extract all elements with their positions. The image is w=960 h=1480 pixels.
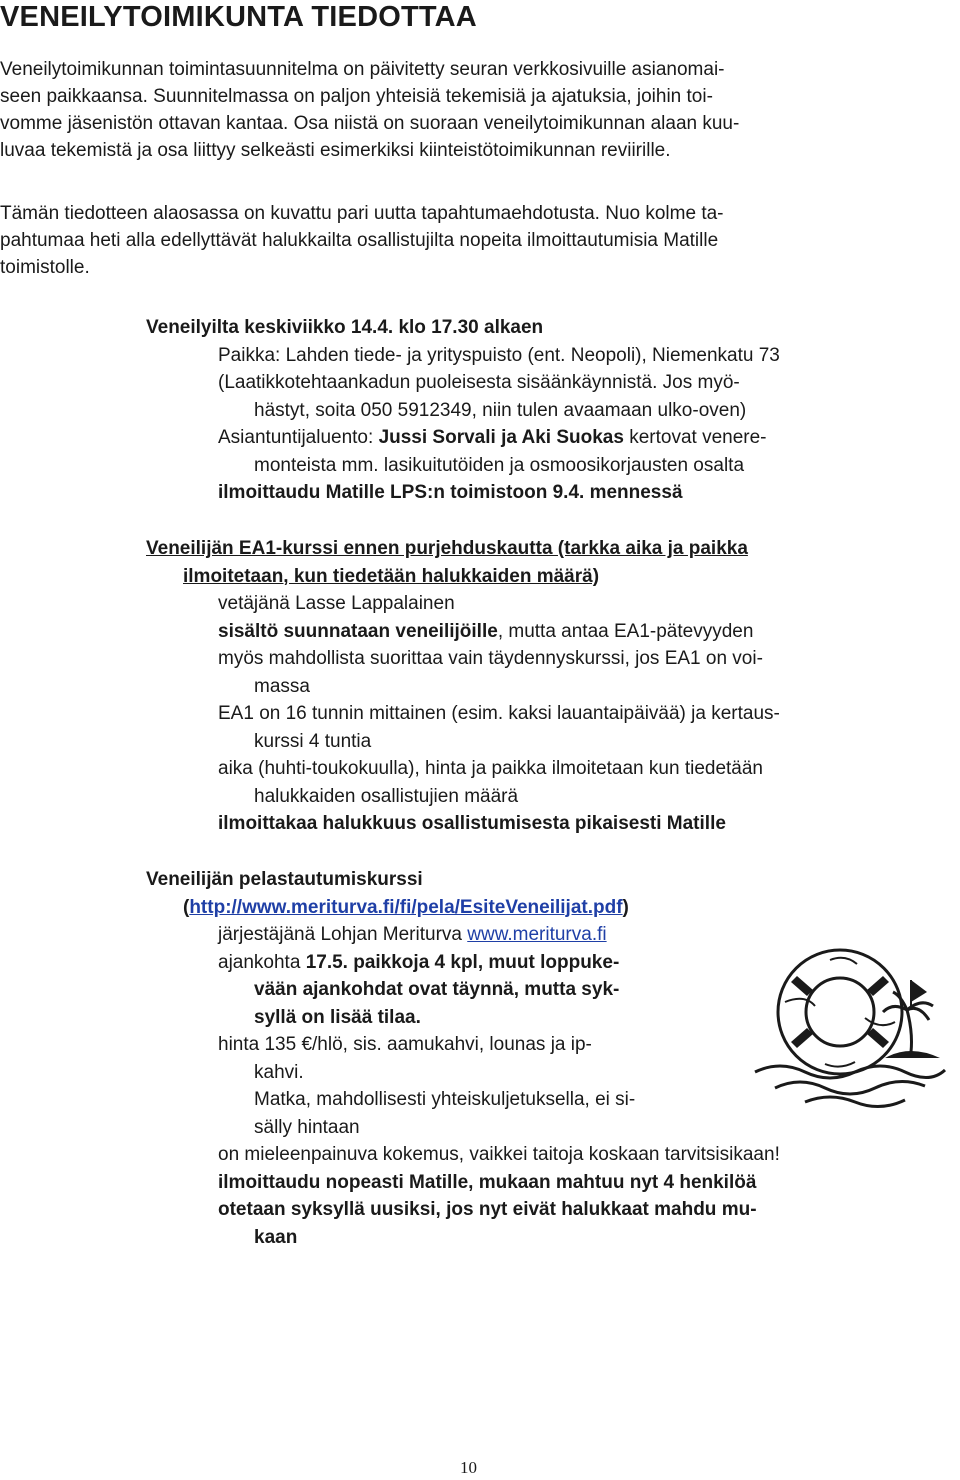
content-rest: , mutta antaa EA1-pätevyyden <box>497 620 754 642</box>
intro-line: vomme jäsenistön ottavan kantaa. Osa niistä on suoraan veneilytoimikunnan alaan kuu- <box>0 113 740 134</box>
content-bold: sisältö suunnataan veneilijöille <box>218 620 498 642</box>
date-bold: 17.5. paikkoja 4 kpl, muut loppuke- <box>305 951 620 973</box>
event3-travel: sälly hintaan <box>254 1116 360 1138</box>
intro-line: luvaa tekemistä ja osa liittyy selkeästi esimerkiksi kiinteistötoimikunnan reviirille. <box>0 140 671 161</box>
event3-price: kahvi. <box>254 1061 304 1083</box>
event2-content <box>146 618 780 646</box>
event3-price: hinta 135 €/hlö, sis. aamukahvi, lounas ja ip- <box>218 1034 592 1055</box>
event3-organizer <box>146 921 780 949</box>
organizer-text: järjestäjänä Lohjan Meriturva <box>218 924 468 945</box>
event1-heading: Veneilyilta keskiviikko 14.4. klo 17.30 alkaen <box>146 317 544 338</box>
event2-heading: ilmoitetaan, kun tiedetään halukkaiden määrä) <box>183 565 600 587</box>
event2-leader: vetäjänä Lasse Lappalainen <box>218 593 455 614</box>
lecture-label: Asiantuntijaluento: <box>218 427 379 448</box>
event2-content: myös mahdollista suorittaa vain täydennyskurssi, jos EA1 on voi- <box>218 648 763 669</box>
event2-time: halukkaiden osallistujien määrä <box>254 785 519 807</box>
intro-line: seen paikkaansa. Suunnitelmassa on paljon yhteisiä tekemisiä ja ajatuksia, joihin toi- <box>0 86 713 107</box>
page-number: 10 <box>460 1458 477 1477</box>
intro2-line: toimistolle. <box>0 257 90 278</box>
brochure-link[interactable]: http://www.meriturva.fi/fi/pela/EsiteVeneilijat.pdf <box>189 896 623 918</box>
event1-place: (Laatikkotehtaankadun puoleisesta sisäänkäynnistä. Jos myö- <box>218 372 740 393</box>
intro-paragraph <box>0 56 940 164</box>
event3-heading: Veneilijän pelastautumiskurssi <box>146 869 423 890</box>
date-label: ajankohta <box>218 951 306 973</box>
paren-close: ) <box>622 896 629 918</box>
event3-signup: otetaan syksyllä uusiksi, jos nyt eivät halukkaat mahdu mu- <box>218 1199 757 1220</box>
intro-line: Veneilytoimikunnan toimintasuunnitelma on päivitetty seuran verkkosivuille asianomai- <box>0 59 725 80</box>
event1-place: Paikka: Lahden tiede- ja yrityspuisto (ent. Neopoli), Niemenkatu 73 <box>218 344 780 366</box>
event2-time: aika (huhti-toukokuulla), hinta ja paikka ilmoitetaan kun tiedetään <box>218 758 763 779</box>
event-veneilyilta <box>146 314 780 507</box>
event2-signup: ilmoittakaa halukkuus osallistumisesta pikaisesti Matille <box>218 813 726 834</box>
event2-heading: Veneilijän EA1-kurssi ennen purjehduskautta (tarkka aika ja paikka <box>146 538 748 559</box>
intro2-line: pahtumaa heti alla edellyttävät halukkailta osallistujilta nopeita ilmoittautumisia Matille <box>0 230 719 251</box>
page-title: VENEILYTOIMIKUNTA TIEDOTTAA <box>0 1 477 33</box>
event3-date: vään ajankohdat ovat täynnä, mutta syk- <box>254 979 620 1000</box>
event2-ea1: EA1 on 16 tunnin mittainen (esim. kaksi lauantaipäivää) ja kertaus- <box>218 703 780 724</box>
event2-content: massa <box>254 675 310 697</box>
event-ea1-course <box>146 535 780 838</box>
event3-date <box>146 949 780 977</box>
event3-url-line <box>146 894 780 922</box>
event3-date: syllä on lisää tilaa. <box>254 1006 421 1028</box>
event-survival-course <box>146 866 780 1251</box>
intro2-paragraph <box>0 200 940 281</box>
event3-experience: on mieleenpainuva kokemus, vaikkei taitoja koskaan tarvitsisikaan! <box>218 1144 780 1165</box>
lifebuoy-with-palm-island-icon <box>735 940 950 1110</box>
meriturva-link[interactable]: www.meriturva.fi <box>467 924 607 945</box>
intro2-line: Tämän tiedotteen alaosassa on kuvattu pari uutta tapahtumaehdotusta. Nuo kolme ta- <box>0 203 724 224</box>
event3-signup: ilmoittaudu nopeasti Matille, mukaan mahtuu nyt 4 henkilöä <box>218 1171 757 1193</box>
event1-lecture-topic: monteista mm. lasikuitutöiden ja osmoosikorjausten osalta <box>254 454 745 476</box>
event2-ea1: kurssi 4 tuntia <box>254 730 372 752</box>
paren-open: ( <box>183 896 190 918</box>
event1-place: hästyt, soita 050 5912349, niin tulen avaamaan ulko-oven) <box>254 399 747 421</box>
lecturer-names: Jussi Sorvali ja Aki Suokas <box>378 427 624 448</box>
event3-travel: Matka, mahdollisesti yhteiskuljetuksella, ei si- <box>254 1089 636 1110</box>
event3-signup: kaan <box>254 1226 298 1248</box>
event1-lecture <box>146 424 780 452</box>
lecture-text: kertovat venere- <box>623 427 767 448</box>
event1-signup: ilmoittaudu Matille LPS:n toimistoon 9.4. mennessä <box>218 482 683 503</box>
